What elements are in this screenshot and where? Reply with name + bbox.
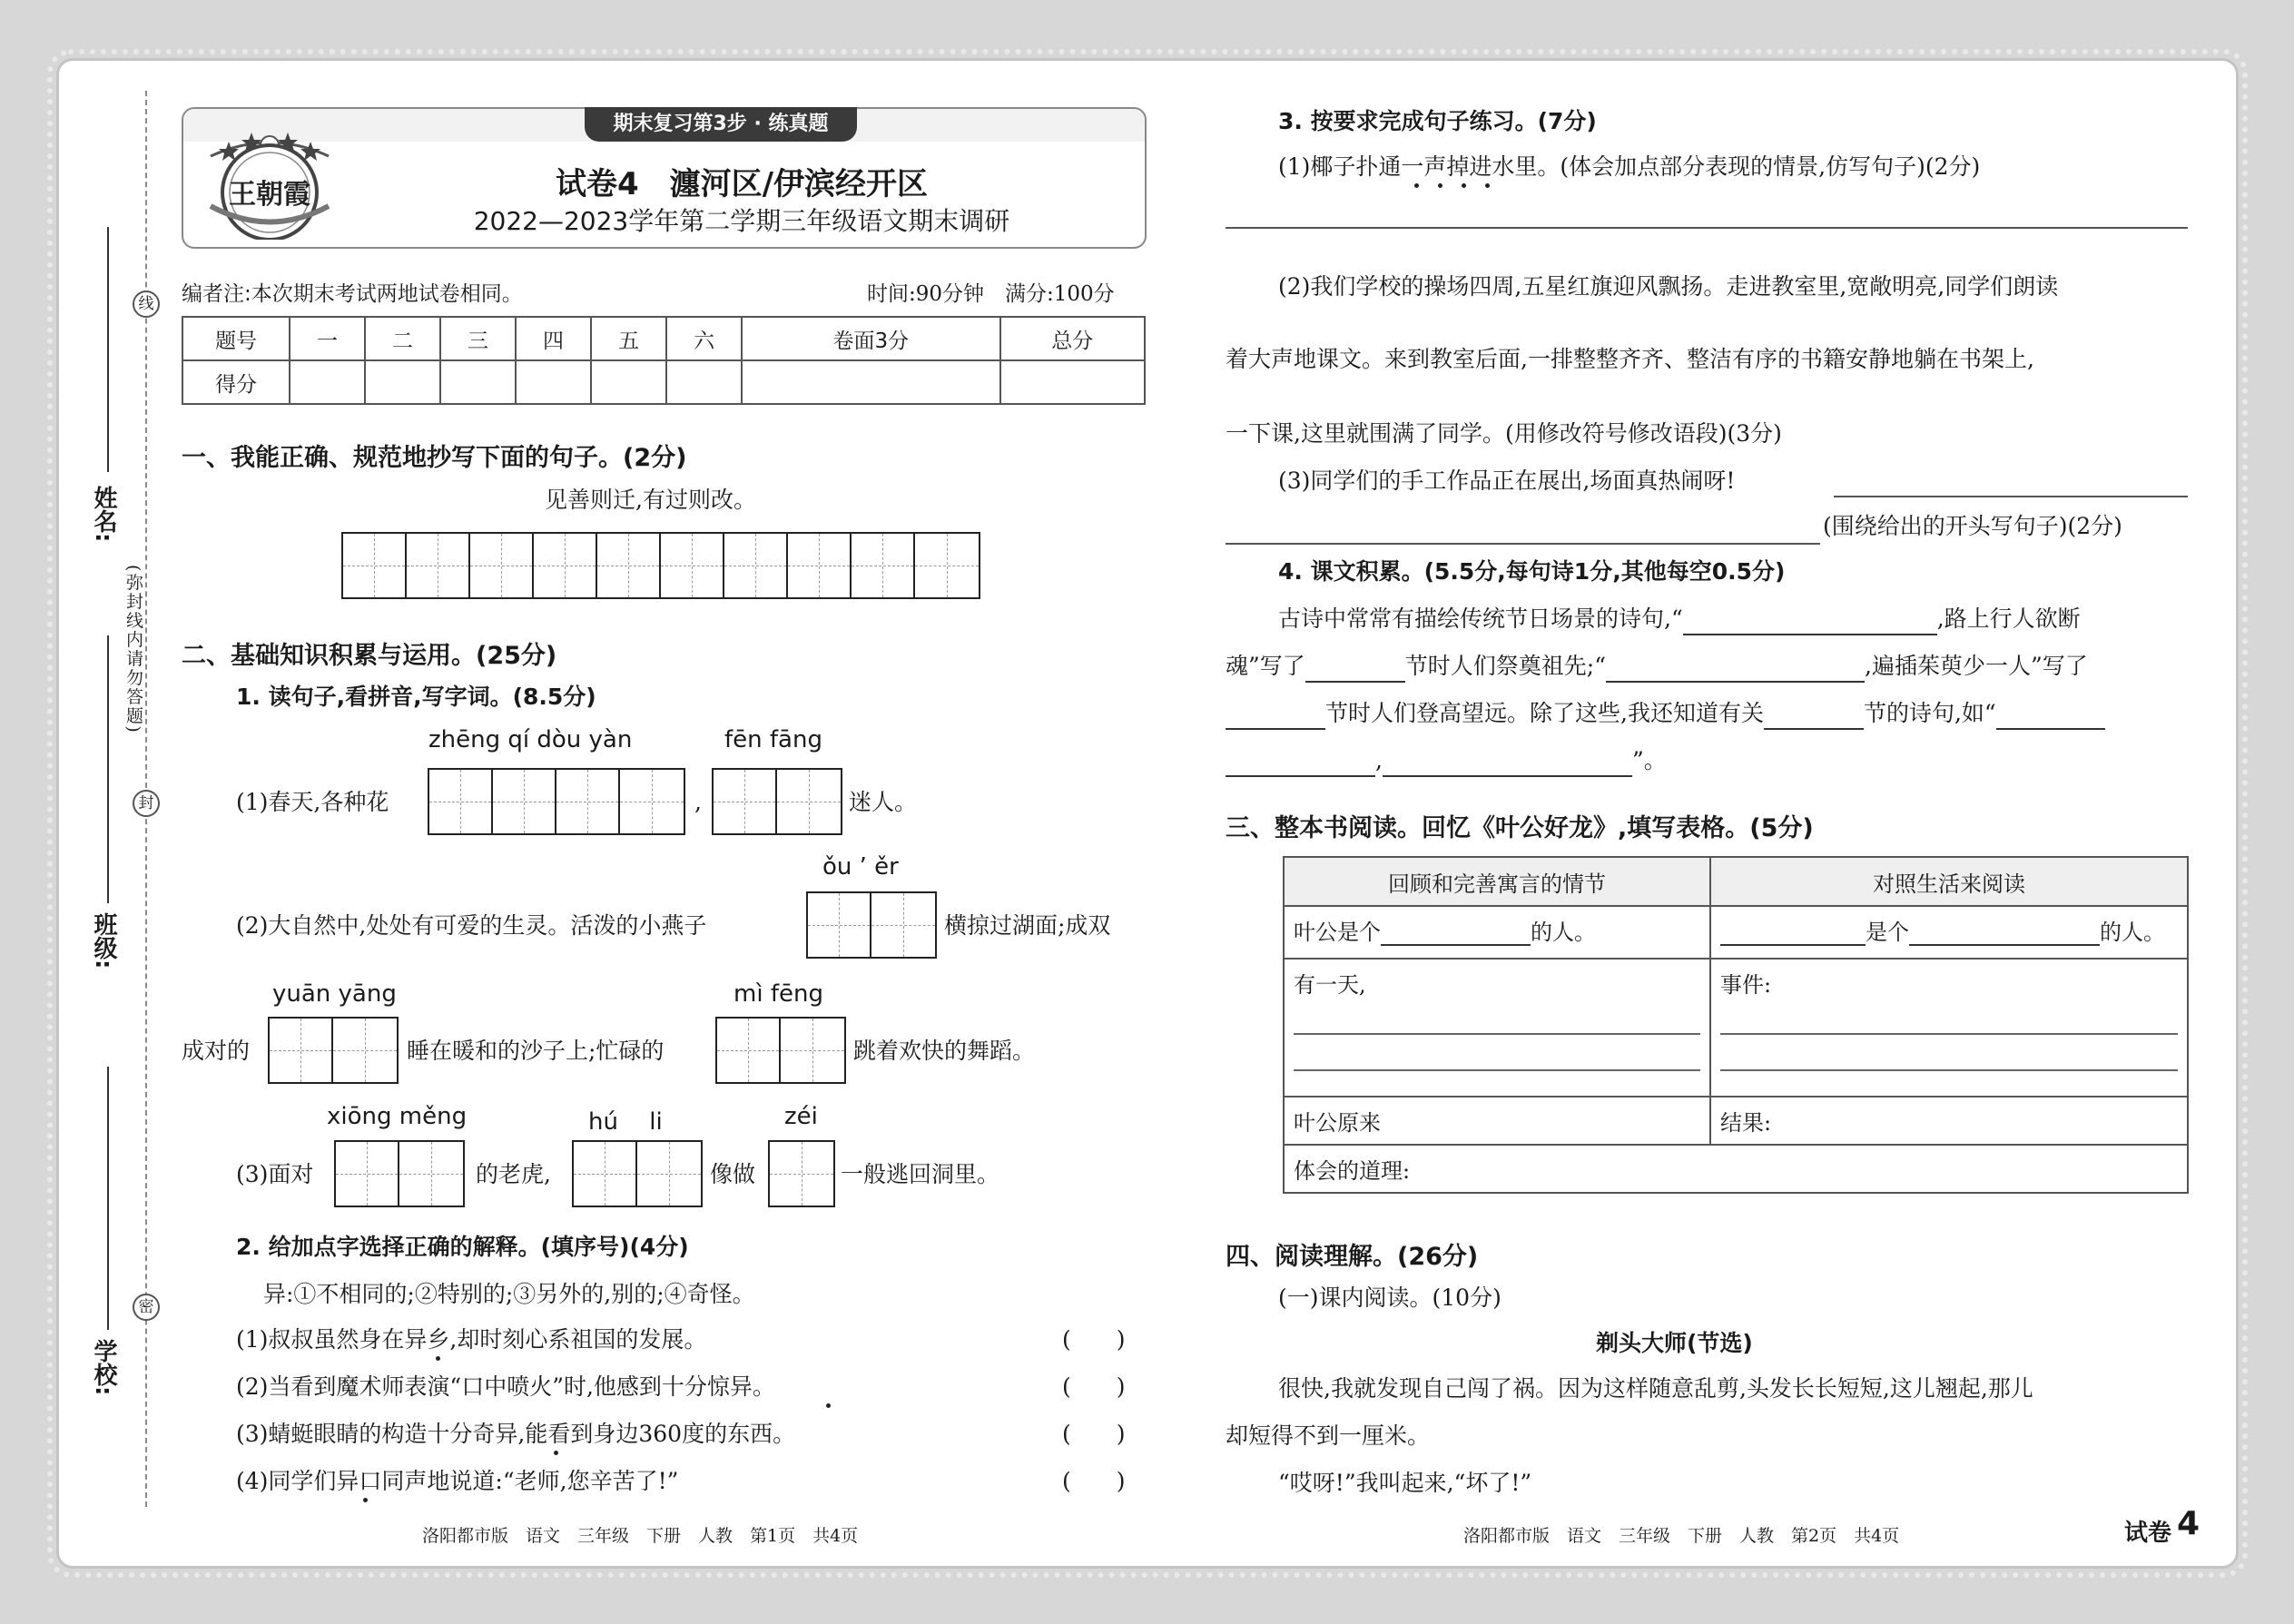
grid-huli[interactable] (572, 1140, 703, 1207)
q2-item-1: (1)叔叔虽然身在异乡,却时刻心系祖国的发展。 (236, 1326, 707, 1353)
q2-answer-3[interactable]: ( ) (1062, 1421, 1126, 1447)
score-cell[interactable] (666, 360, 742, 404)
copy-writing-grid[interactable] (341, 532, 980, 599)
q2-item-4: (4)同学们异口同声地说道:“老师,您辛苦了!” (236, 1468, 679, 1494)
score-head-cell: 卷面3分 (742, 317, 999, 360)
story-p1-line2: 却短得不到一厘米。 (1226, 1422, 1431, 1449)
q2-item-2: (2)当看到魔术师表演“口中喷火”时,他感到十分惊异。 (236, 1373, 775, 1400)
q1-title: 1. 读句子,看拼音,写字词。(8.5分) (236, 684, 596, 710)
blank-table-1[interactable] (1381, 920, 1531, 946)
section-1-title: 一、我能正确、规范地抄写下面的句子。(2分) (182, 444, 687, 472)
pinyin-ouer: ǒu ’ ěr (822, 853, 899, 881)
score-head-cell: 一 (290, 317, 365, 360)
fable-cell-r1c2: 是个 的人。 (1710, 906, 2188, 959)
answer-line[interactable] (1294, 999, 1700, 1035)
answer-line-q3-3b[interactable] (1226, 543, 1820, 545)
score-head-cell: 四 (516, 317, 591, 360)
score-cell[interactable] (516, 360, 591, 404)
s1-text-a: (1)春天,各种花 (236, 789, 389, 815)
school-label: 学校: (90, 1339, 117, 1396)
blank-poem-3b[interactable] (1226, 750, 1375, 777)
grid-zhengqidouyan[interactable] (428, 768, 685, 835)
q3-title: 3. 按要求完成句子练习。(7分) (1278, 108, 1597, 134)
section-3-title: 三、整本书阅读。回忆《叶公好龙》,填写表格。(5分) (1226, 814, 1814, 842)
s3-text-d: 一般逃回洞里。 (841, 1161, 1000, 1187)
emphasis-dot (1438, 183, 1442, 188)
score-value-row (182, 360, 1145, 404)
blank-festival-1[interactable] (1305, 655, 1405, 683)
q3-2-line2: 着大声地课文。来到教室后面,一排整整齐齐、整洁有序的书籍安静地躺在书架上, (1226, 346, 2034, 372)
pinyin-yuanyang: yuān yāng (272, 980, 397, 1008)
score-head-cell: 题号 (182, 317, 290, 360)
q2-answer-1[interactable]: ( ) (1062, 1326, 1126, 1353)
blank-festival-3[interactable] (1764, 703, 1864, 730)
blank-poem-2[interactable] (1606, 655, 1865, 683)
q3-1: (1)椰子扑通一声掉进水里。(体会加点部分表现的情景,仿写句子)(2分) (1278, 153, 1981, 180)
s1-comma: , (694, 789, 702, 815)
emphasis-dot (1462, 183, 1466, 188)
score-head-cell: 二 (365, 317, 440, 360)
step-tag: 期末复习第3步 · 练真题 (585, 107, 857, 142)
grid-mifeng[interactable] (715, 1017, 846, 1084)
paper-subtitle: 2022—2023学年第二学期三年级语文期末调研 (473, 206, 1010, 236)
editor-note: 编者注:本次期末考试两地试卷相同。 (182, 282, 523, 306)
fable-cell-lesson[interactable]: 体会的道理: (1284, 1145, 2188, 1193)
seal-note: (弥封线内请勿答题) (123, 565, 143, 734)
s2-text-d: 睡在暖和的沙子上;忙碌的 (407, 1038, 665, 1064)
fable-table (1283, 856, 2189, 1194)
name-field[interactable] (107, 227, 109, 472)
q3-3: (3)同学们的手工作品正在展出,场面真热闹呀! (1278, 468, 1736, 494)
s1-text-b: 迷人。 (849, 789, 918, 815)
class-label: 班级: (90, 912, 117, 969)
emphasis-dot (436, 1356, 440, 1361)
answer-line[interactable] (1294, 1035, 1700, 1071)
score-cell[interactable] (440, 360, 516, 404)
s3-text-c: 像做 (710, 1161, 756, 1187)
fable-cell-r1c1: 叶公是个 的人。 (1284, 906, 1710, 959)
emphasis-dot (1485, 183, 1490, 188)
s3-text-b: 的老虎, (476, 1161, 551, 1187)
fable-cell-r2c1[interactable]: 有一天, (1284, 959, 1710, 1097)
fable-cell-r2c2[interactable]: 事件: (1710, 959, 2188, 1097)
pinyin-fenfang: fēn fāng (724, 726, 822, 753)
section-4-title: 四、阅读理解。(26分) (1226, 1243, 1479, 1271)
q2-title: 2. 给加点字选择正确的解释。(填序号)(4分) (236, 1234, 689, 1260)
copy-sentence: 见善则迁,有过则改。 (545, 487, 756, 513)
q4-line3: 节时人们登高望远。除了这些,我还知道有关 节的诗句,如“ (1226, 697, 2105, 730)
logo-seal-icon (202, 120, 338, 240)
footer-left: 洛阳都市版 语文 三年级 下册 人教 第1页 共4页 (422, 1526, 859, 1546)
score-head-cell: 总分 (1000, 317, 1146, 360)
blank-poem-3a[interactable] (1996, 703, 2105, 730)
class-field[interactable] (107, 635, 109, 903)
q4-line2: 魂”写了 节时人们祭奠祖先;“ ,遍插茱萸少一人”写了 (1226, 650, 2088, 683)
exam-meta: 时间:90分钟 满分:100分 (867, 282, 1115, 306)
fable-table-head-2: 对照生活来阅读 (1710, 857, 2188, 906)
score-head-cell: 三 (440, 317, 516, 360)
q3-3-end: (围绕给出的开头写句子)(2分) (1823, 513, 2122, 539)
answer-line[interactable] (1720, 999, 2178, 1035)
blank-festival-2[interactable] (1226, 703, 1325, 730)
grid-xiongmeng[interactable] (334, 1140, 465, 1207)
blank-table-2[interactable] (1720, 920, 1866, 946)
school-field[interactable] (107, 1067, 109, 1330)
score-header-row (182, 317, 1145, 360)
score-row-label: 得分 (182, 360, 290, 404)
score-cell[interactable] (591, 360, 666, 404)
answer-line-q3-3a[interactable] (1834, 496, 2188, 497)
answer-line[interactable] (1720, 1035, 2178, 1071)
story-title: 剃头大师(节选) (1596, 1330, 1753, 1356)
grid-zei[interactable] (768, 1140, 835, 1207)
s2-text-c: 成对的 (182, 1038, 251, 1064)
pinyin-xiongmeng: xiōng měng (327, 1103, 468, 1130)
answer-line-q3-1[interactable] (1226, 227, 2188, 229)
q4-title: 4. 课文积累。(5.5分,每句诗1分,其他每空0.5分) (1278, 558, 1786, 585)
s2-text-e: 跳着欢快的舞蹈。 (853, 1038, 1036, 1064)
paper-label: 试卷 (2124, 1520, 2172, 1547)
s2-text-a: (2)大自然中,处处有可爱的生灵。活泼的小燕子 (236, 912, 707, 939)
fable-cell-r3c2[interactable]: 结果: (1710, 1097, 2188, 1145)
score-table (182, 316, 1146, 405)
story-p2: “哎呀!”我叫起来,“坏了!” (1278, 1470, 1532, 1496)
blank-poem-4[interactable] (1383, 750, 1632, 777)
q2-item-3: (3)蜻蜓眼睛的构造十分奇异,能看到身边360度的东西。 (236, 1421, 796, 1447)
score-head-cell: 六 (666, 317, 742, 360)
q2-definition: 异:①不相同的;②特别的;③另外的,别的;④奇怪。 (263, 1281, 755, 1307)
q4-line1: 古诗中常常有描绘传统节日场景的诗句,“ ,路上行人欲断 (1278, 603, 2081, 635)
emphasis-dot (554, 1451, 558, 1455)
pinyin-zhengqidouyan: zhēng qí dòu yàn (428, 726, 633, 753)
svg-text:王朝霞: 王朝霞 (229, 179, 310, 211)
blank-table-3[interactable] (1909, 920, 2100, 946)
score-cell[interactable] (1000, 360, 1146, 404)
paper-number: 4 (2177, 1505, 2200, 1542)
pinyin-mifeng: mì fēng (733, 980, 823, 1008)
s2-text-b: 横掠过湖面;成双 (944, 912, 1111, 939)
q2-answer-4[interactable]: ( ) (1062, 1468, 1126, 1494)
fable-table-head-1: 回顾和完善寓言的情节 (1284, 857, 1710, 906)
score-cell[interactable] (365, 360, 440, 404)
seal-mark-feng: 封 (133, 790, 160, 817)
q3-2-line1: (2)我们学校的操场四周,五星红旗迎风飘扬。走进教室里,宽敞明亮,同学们朗读 (1278, 273, 2059, 300)
score-cell[interactable] (290, 360, 365, 404)
seal-mark-xian: 线 (133, 290, 160, 318)
story-p1-line1: 很快,我就发现自己闯了祸。因为这样随意乱剪,头发长长短短,这儿翘起,那儿 (1278, 1375, 2033, 1402)
blank-poem-1[interactable] (1683, 608, 1937, 635)
emphasis-dot (363, 1498, 368, 1502)
reading-sub-1: (一)课内阅读。(10分) (1278, 1284, 1501, 1311)
paper-title: 试卷4 瀍河区/伊滨经开区 (555, 166, 929, 202)
score-head-cell: 五 (591, 317, 666, 360)
grid-yuanyang[interactable] (268, 1017, 399, 1084)
pinyin-zei: zéi (784, 1103, 818, 1130)
s3-text-a: (3)面对 (236, 1161, 314, 1187)
header-card (182, 107, 1147, 249)
q4-line4: , ”。 (1226, 744, 1667, 777)
section-2-title: 二、基础知识积累与运用。(25分) (182, 642, 557, 670)
footer-right: 洛阳都市版 语文 三年级 下册 人教 第2页 共4页 (1463, 1526, 1900, 1546)
name-label: 姓名: (90, 486, 117, 543)
q2-answer-2[interactable]: ( ) (1062, 1373, 1126, 1400)
q3-2-line3: 一下课,这里就围满了同学。(用修改符号修改语段)(3分) (1226, 420, 1782, 447)
emphasis-dot (826, 1403, 831, 1408)
emphasis-dot (1414, 183, 1419, 188)
grid-ouer[interactable] (806, 891, 937, 959)
pinyin-huli: hú li (588, 1108, 663, 1136)
score-cell[interactable] (742, 360, 999, 404)
seal-mark-mi: 密 (133, 1294, 160, 1321)
grid-fenfang[interactable] (712, 768, 842, 835)
fable-cell-r3c1[interactable]: 叶公原来 (1284, 1097, 1710, 1145)
